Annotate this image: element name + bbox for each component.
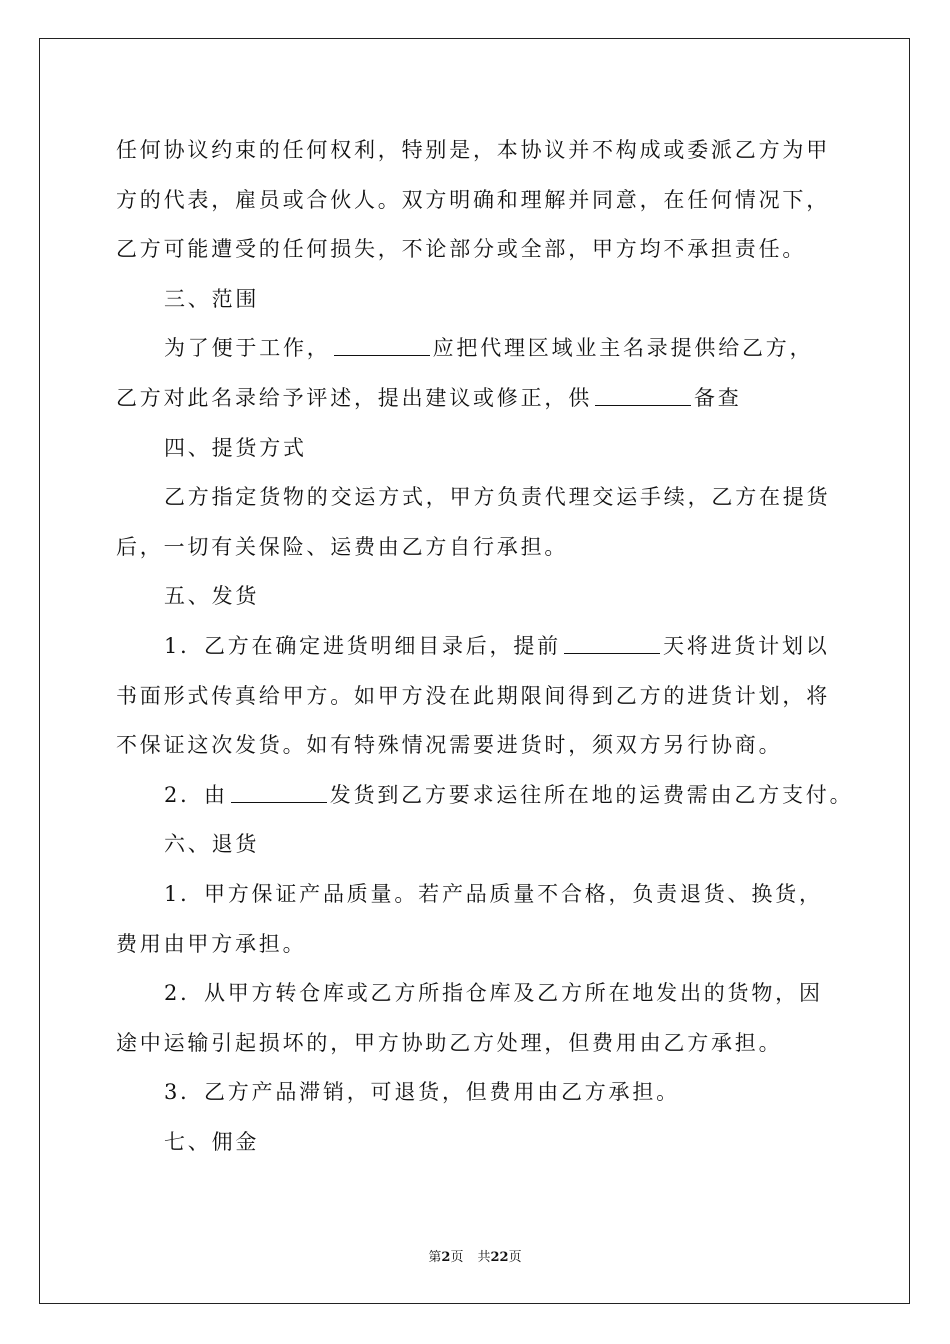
- text-line: [116, 1068, 856, 1118]
- text-segment: 六、退货: [164, 832, 260, 857]
- text-line: [116, 1118, 856, 1168]
- text-segment: 乙方可能遭受的任何损失，不论部分或全部，甲方均不承担责任。: [116, 237, 807, 262]
- text-segment: 备查: [694, 385, 742, 410]
- text-segment: 2．由: [164, 782, 228, 807]
- text-line: [116, 572, 856, 622]
- text-segment: 后，一切有关保险、运费由乙方自行承担。: [116, 534, 569, 559]
- fill-in-blank: [564, 637, 660, 654]
- footer-page-prefix: 第: [428, 1250, 442, 1265]
- footer-total-suffix: 页: [508, 1250, 522, 1265]
- text-line: [116, 176, 856, 226]
- fill-in-blank: [595, 389, 691, 406]
- text-segment: 2．从甲方转仓库或乙方所指仓库及乙方所在地发出的货物，因: [164, 981, 823, 1006]
- footer-total-pages: 22: [490, 1250, 509, 1265]
- text-line: [116, 771, 856, 821]
- text-line: [116, 424, 856, 474]
- text-line: [116, 622, 856, 672]
- text-line: [116, 374, 856, 424]
- page-footer: [0, 1246, 950, 1265]
- text-segment: 乙方指定货物的交运方式，甲方负责代理交运手续，乙方在提货: [164, 485, 831, 510]
- text-segment: 途中运输引起损坏的，甲方协助乙方处理，但费用由乙方承担。: [116, 1030, 783, 1055]
- text-segment: 七、佣金: [164, 1129, 260, 1154]
- text-line: [116, 920, 856, 970]
- text-segment: 为了便于工作，: [164, 336, 331, 361]
- text-line: [116, 275, 856, 325]
- text-line: [116, 473, 856, 523]
- text-segment: 四、提货方式: [164, 435, 307, 460]
- text-segment: 五、发货: [164, 584, 260, 609]
- text-segment: 1．甲方保证产品质量。若产品质量不合格，负责退货、换货，: [164, 881, 823, 906]
- text-segment: 三、范围: [164, 286, 260, 311]
- text-line: [116, 870, 856, 920]
- text-line: [116, 672, 856, 722]
- text-segment: 3．乙方产品滞销，可退货，但费用由乙方承担。: [164, 1080, 680, 1105]
- footer-total-prefix: 共: [477, 1250, 491, 1265]
- text-segment: 应把代理区域业主名录提供给乙方，: [432, 336, 814, 361]
- text-line: [116, 820, 856, 870]
- text-segment: 乙方对此名录给予评述，提出建议或修正，供: [116, 385, 592, 410]
- text-line: [116, 721, 856, 771]
- text-line: [116, 126, 856, 176]
- fill-in-blank: [334, 339, 430, 356]
- text-segment: 1．乙方在确定进货明细目录后，提前: [164, 633, 561, 658]
- text-segment: 方的代表，雇员或合伙人。双方明确和理解并同意，在任何情况下，: [116, 187, 830, 212]
- text-segment: 任何协议约束的任何权利，特别是，本协议并不构成或委派乙方为甲: [116, 138, 830, 162]
- text-segment: 天将进货计划以: [662, 633, 830, 658]
- text-line: [116, 324, 856, 374]
- text-line: [116, 225, 856, 275]
- text-segment: 不保证这次发货。如有特殊情况需要进货时，须双方另行协商。: [116, 733, 783, 758]
- footer-page-number: 2: [441, 1250, 451, 1265]
- text-line: [116, 523, 856, 573]
- text-segment: 书面形式传真给甲方。如甲方没在此期限间得到乙方的进货计划，将: [116, 683, 830, 708]
- fill-in-blank: [231, 786, 327, 803]
- text-line: [116, 1019, 856, 1069]
- document-body: [116, 126, 856, 1167]
- footer-page-suffix: 页: [450, 1250, 464, 1265]
- text-segment: 发货到乙方要求运往所在地的运费需由乙方支付。: [329, 782, 854, 807]
- text-segment: 费用由甲方承担。: [116, 931, 307, 956]
- text-line: [116, 969, 856, 1019]
